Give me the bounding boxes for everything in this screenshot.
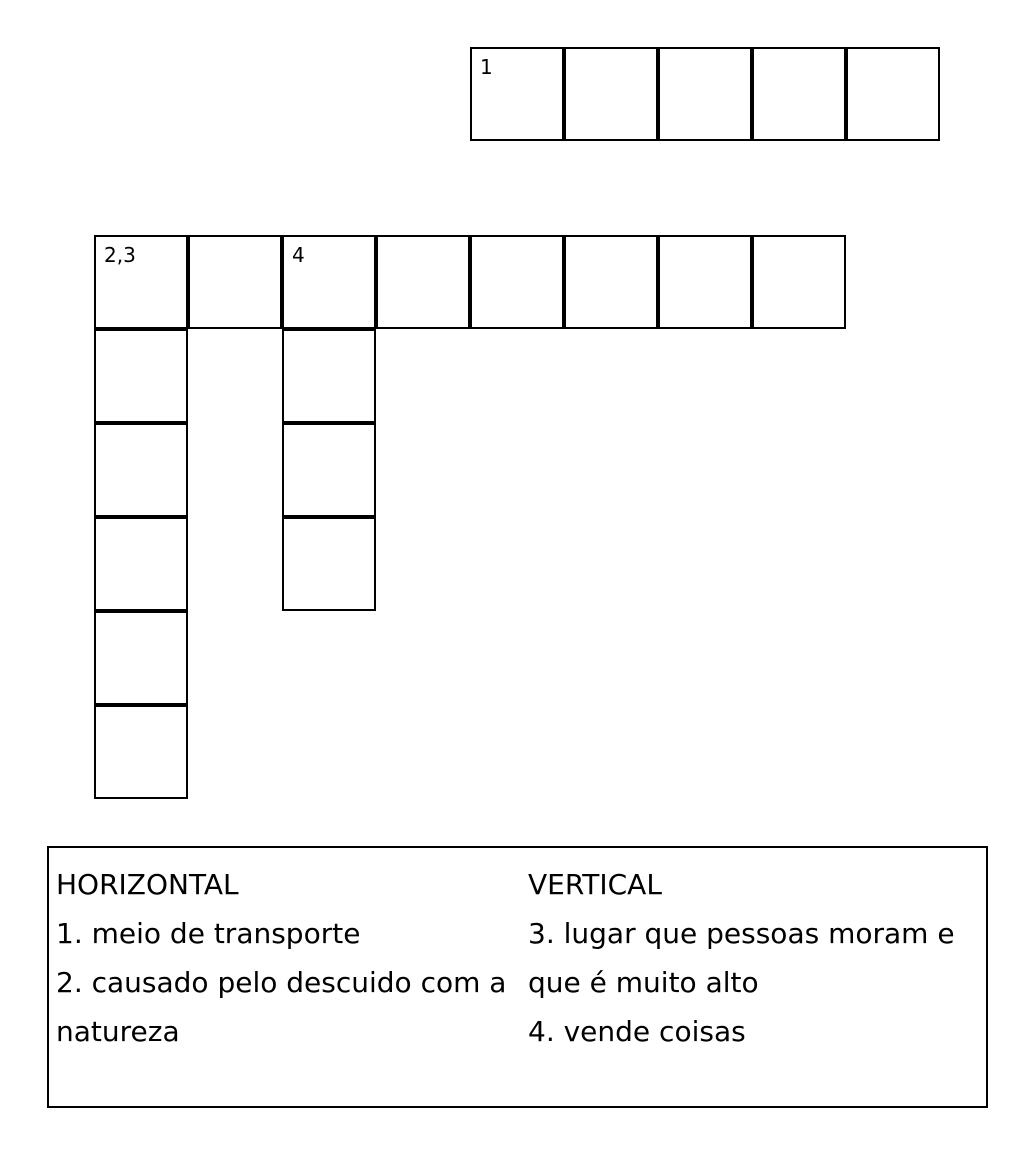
crossword-cell[interactable] bbox=[564, 235, 658, 329]
clues-box bbox=[47, 846, 988, 1108]
crossword-cell[interactable] bbox=[564, 47, 658, 141]
crossword-cell[interactable] bbox=[282, 329, 376, 423]
clue-number: 2,3 bbox=[104, 243, 136, 267]
vertical-clue-line: 3. lugar que pessoas moram e bbox=[528, 917, 955, 950]
vertical-clues bbox=[528, 860, 968, 1056]
crossword-cell[interactable] bbox=[752, 47, 846, 141]
crossword-cell[interactable] bbox=[752, 235, 846, 329]
horizontal-heading: HORIZONTAL bbox=[56, 868, 239, 901]
vertical-clue-line: que é muito alto bbox=[528, 966, 759, 999]
horizontal-clue-line: natureza bbox=[56, 1015, 180, 1048]
crossword-cell[interactable] bbox=[94, 517, 188, 611]
horizontal-clue-line: 1. meio de transporte bbox=[56, 917, 361, 950]
crossword-cell[interactable] bbox=[282, 235, 376, 329]
crossword-cell[interactable] bbox=[846, 47, 940, 141]
crossword-cell[interactable] bbox=[470, 235, 564, 329]
vertical-heading: VERTICAL bbox=[528, 868, 662, 901]
crossword-cell[interactable] bbox=[94, 611, 188, 705]
clue-number: 4 bbox=[292, 243, 305, 267]
crossword-cell[interactable] bbox=[658, 47, 752, 141]
crossword-cell[interactable] bbox=[94, 329, 188, 423]
crossword-cell[interactable] bbox=[188, 235, 282, 329]
crossword-cell[interactable] bbox=[94, 235, 188, 329]
crossword-cell[interactable] bbox=[94, 423, 188, 517]
clue-number: 1 bbox=[480, 55, 493, 79]
crossword-cell[interactable] bbox=[282, 423, 376, 517]
crossword-cell[interactable] bbox=[658, 235, 752, 329]
crossword-cell[interactable] bbox=[94, 705, 188, 799]
crossword-cell[interactable] bbox=[282, 517, 376, 611]
vertical-clue-line: 4. vende coisas bbox=[528, 1015, 746, 1048]
crossword-cell[interactable] bbox=[376, 235, 470, 329]
horizontal-clues bbox=[56, 860, 511, 1056]
crossword-cell[interactable] bbox=[470, 47, 564, 141]
horizontal-clue-line: 2. causado pelo descuido com a bbox=[56, 966, 507, 999]
